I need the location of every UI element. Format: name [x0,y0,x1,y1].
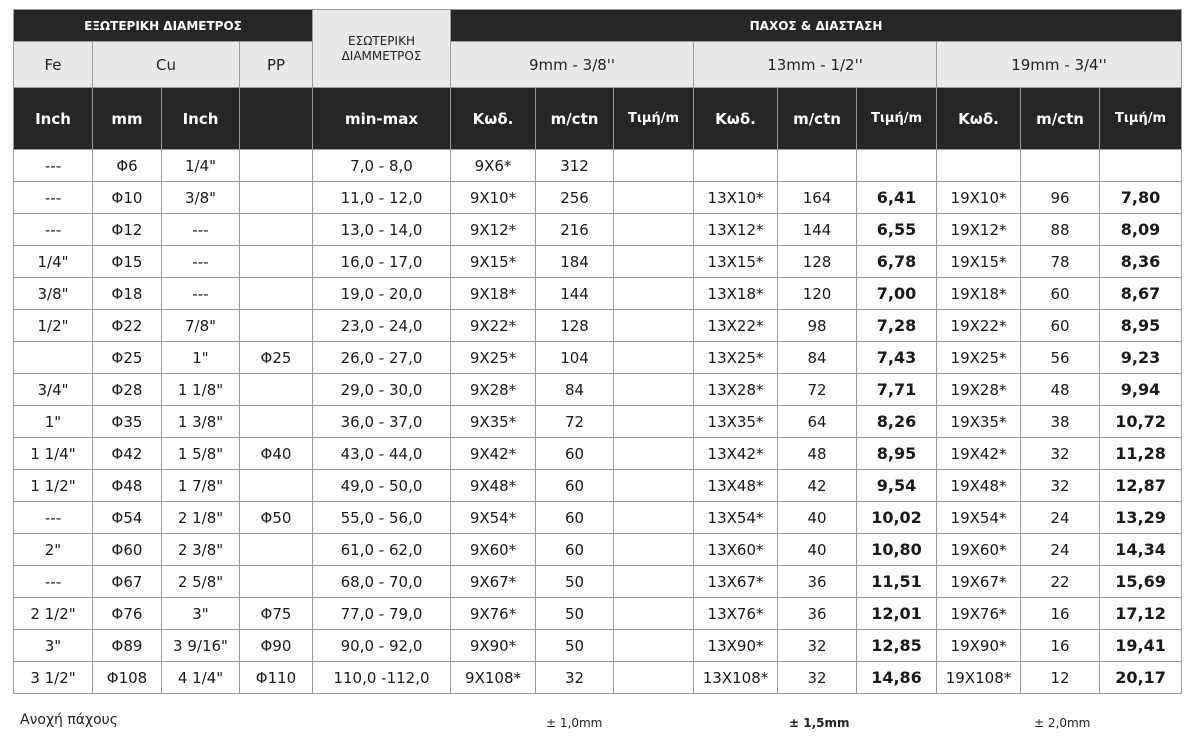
cell-13-per-carton: 128 [778,246,857,278]
col-pp [240,88,313,150]
cell-9-per-carton: 60 [536,470,614,502]
cell-9-price [614,278,694,310]
cell-19-per-carton: 60 [1021,278,1100,310]
cell-9-per-carton: 50 [536,630,614,662]
cell-9-price [614,150,694,182]
cell-9-per-carton: 104 [536,342,614,374]
cell-19-price: 8,95 [1100,310,1182,342]
col-min-max: min-max [313,88,451,150]
cell-9-per-carton: 60 [536,534,614,566]
cell-min-max: 90,0 - 92,0 [313,630,451,662]
cell-9-price [614,246,694,278]
cell-9-price [614,662,694,694]
cell-19-code: 19X60* [937,534,1021,566]
cell-pp [240,566,313,598]
cell-9-price [614,406,694,438]
cell-13-code: 13X22* [694,310,778,342]
cell-9-per-carton: 312 [536,150,614,182]
cell-13-price: 6,55 [857,214,937,246]
table-row [14,342,1182,374]
col-19-per-carton: m/ctn [1021,88,1100,150]
cell-19-code: 19X90* [937,630,1021,662]
table-row [14,438,1182,470]
cell-19-code: 19X54* [937,502,1021,534]
col-fe-inch: Inch [14,88,93,150]
cell-min-max: 19,0 - 20,0 [313,278,451,310]
cell-fe-inch: --- [14,566,93,598]
table-row [14,566,1182,598]
cell-cu-mm: Φ54 [93,502,162,534]
cell-13-price: 11,51 [857,566,937,598]
table-row [14,150,1182,182]
cell-19-code: 19X28* [937,374,1021,406]
col-19-price: Τιμή/m [1100,88,1182,150]
cell-19-per-carton: 38 [1021,406,1100,438]
cell-13-price: 10,02 [857,502,937,534]
cell-cu-inch: 1 3/8" [162,406,240,438]
cell-9-code: 9X10* [451,182,536,214]
cell-13-code: 13X25* [694,342,778,374]
cell-19-per-carton: 78 [1021,246,1100,278]
cell-fe-inch: 3 1/2" [14,662,93,694]
cell-19-code: 19X76* [937,598,1021,630]
cell-cu-mm: Φ6 [93,150,162,182]
outer-diameter-header: ΕΞΩΤΕΡΙΚΗ ΔΙΑΜΕΤΡΟΣ [14,10,313,42]
cell-13-code: 13X48* [694,470,778,502]
cell-9-code: 9X12* [451,214,536,246]
cell-pp [240,246,313,278]
cell-cu-inch: 3 9/16" [162,630,240,662]
cell-9-code: 9X18* [451,278,536,310]
cell-min-max: 36,0 - 37,0 [313,406,451,438]
cell-19-code: 19X108* [937,662,1021,694]
cell-13-per-carton: 42 [778,470,857,502]
cell-cu-inch: 2 1/8" [162,502,240,534]
thickness-9mm-header: 9mm - 3/8'' [451,42,694,88]
table-row [14,182,1182,214]
cell-cu-inch: 1 7/8" [162,470,240,502]
material-cu-header: Cu [93,42,240,88]
thickness-19mm-header: 19mm - 3/4'' [937,42,1182,88]
cell-min-max: 11,0 - 12,0 [313,182,451,214]
cell-min-max: 16,0 - 17,0 [313,246,451,278]
cell-9-per-carton: 72 [536,406,614,438]
thickness-13mm-header: 13mm - 1/2'' [694,42,937,88]
cell-13-price: 8,26 [857,406,937,438]
cell-pp [240,470,313,502]
cell-pp: Φ90 [240,630,313,662]
col-cu-mm: mm [93,88,162,150]
cell-19-price: 9,23 [1100,342,1182,374]
cell-9-code: 9X6* [451,150,536,182]
cell-19-per-carton: 56 [1021,342,1100,374]
table-row [14,374,1182,406]
cell-13-price: 12,01 [857,598,937,630]
cell-13-per-carton: 40 [778,534,857,566]
cell-9-per-carton: 50 [536,566,614,598]
cell-13-per-carton: 84 [778,342,857,374]
cell-cu-inch: 7/8" [162,310,240,342]
cell-9-per-carton: 256 [536,182,614,214]
cell-19-code: 19X35* [937,406,1021,438]
cell-13-price: 8,95 [857,438,937,470]
table-row [14,598,1182,630]
cell-13-price: 6,78 [857,246,937,278]
cell-19-per-carton: 12 [1021,662,1100,694]
cell-min-max: 29,0 - 30,0 [313,374,451,406]
cell-cu-mm: Φ18 [93,278,162,310]
cell-fe-inch: 3/8" [14,278,93,310]
inner-diameter-line2: ΔΙΑΜΜΕΤΡΟΣ [341,48,422,63]
cell-min-max: 55,0 - 56,0 [313,502,451,534]
cell-19-per-carton: 32 [1021,438,1100,470]
cell-9-price [614,630,694,662]
cell-cu-mm: Φ67 [93,566,162,598]
cell-13-price: 7,00 [857,278,937,310]
cell-9-code: 9X25* [451,342,536,374]
cell-13-code: 13X67* [694,566,778,598]
cell-13-per-carton: 164 [778,182,857,214]
cell-cu-mm: Φ35 [93,406,162,438]
cell-9-price [614,214,694,246]
cell-9-code: 9X28* [451,374,536,406]
cell-cu-mm: Φ12 [93,214,162,246]
cell-min-max: 26,0 - 27,0 [313,342,451,374]
cell-min-max: 77,0 - 79,0 [313,598,451,630]
cell-9-price [614,182,694,214]
cell-19-code: 19X12* [937,214,1021,246]
cell-13-code: 13X76* [694,598,778,630]
pipe-insulation-price-table [13,9,1182,694]
cell-fe-inch: --- [14,214,93,246]
cell-13-code: 13X35* [694,406,778,438]
cell-fe-inch: 1 1/2" [14,470,93,502]
cell-19-code: 19X42* [937,438,1021,470]
cell-9-price [614,310,694,342]
cell-13-code: 13X42* [694,438,778,470]
cell-cu-mm: Φ89 [93,630,162,662]
cell-cu-mm: Φ108 [93,662,162,694]
cell-9-code: 9X108* [451,662,536,694]
cell-9-price [614,374,694,406]
table-row [14,278,1182,310]
cell-min-max: 7,0 - 8,0 [313,150,451,182]
cell-pp: Φ75 [240,598,313,630]
cell-13-code: 13X28* [694,374,778,406]
thickness-dimension-header: ΠΑΧΟΣ & ΔΙΑΣΤΑΣΗ [451,10,1182,42]
cell-9-code: 9X54* [451,502,536,534]
cell-9-per-carton: 32 [536,662,614,694]
cell-9-per-carton: 184 [536,246,614,278]
cell-13-per-carton: 64 [778,406,857,438]
cell-fe-inch: 1 1/4" [14,438,93,470]
cell-cu-inch: 2 3/8" [162,534,240,566]
cell-cu-inch: --- [162,246,240,278]
cell-cu-inch: 3/8" [162,182,240,214]
cell-cu-inch: 1 1/8" [162,374,240,406]
cell-9-price [614,342,694,374]
cell-19-price: 8,09 [1100,214,1182,246]
cell-fe-inch: --- [14,150,93,182]
cell-fe-inch: 3/4" [14,374,93,406]
cell-min-max: 23,0 - 24,0 [313,310,451,342]
cell-19-price: 11,28 [1100,438,1182,470]
cell-fe-inch: 1/4" [14,246,93,278]
cell-13-code: 13X10* [694,182,778,214]
cell-13-code: 13X15* [694,246,778,278]
cell-13-per-carton: 36 [778,566,857,598]
cell-pp [240,150,313,182]
cell-cu-inch: --- [162,214,240,246]
cell-19-per-carton: 16 [1021,630,1100,662]
cell-pp: Φ50 [240,502,313,534]
cell-13-price: 7,28 [857,310,937,342]
cell-19-code: 19X18* [937,278,1021,310]
tolerance-19mm: ± 2,0mm [1034,716,1091,730]
cell-pp: Φ40 [240,438,313,470]
cell-cu-inch: --- [162,278,240,310]
table-row [14,406,1182,438]
cell-19-per-carton: 96 [1021,182,1100,214]
cell-9-code: 9X22* [451,310,536,342]
cell-fe-inch [14,342,93,374]
cell-19-per-carton: 24 [1021,534,1100,566]
cell-cu-mm: Φ28 [93,374,162,406]
cell-cu-mm: Φ42 [93,438,162,470]
cell-13-per-carton: 48 [778,438,857,470]
cell-9-code: 9X15* [451,246,536,278]
cell-19-price: 17,12 [1100,598,1182,630]
material-fe-header: Fe [14,42,93,88]
table-row [14,214,1182,246]
table-row [14,502,1182,534]
cell-13-per-carton: 144 [778,214,857,246]
cell-fe-inch: 2" [14,534,93,566]
cell-pp [240,406,313,438]
cell-9-per-carton: 128 [536,310,614,342]
cell-cu-inch: 1/4" [162,150,240,182]
cell-13-code: 13X60* [694,534,778,566]
cell-cu-mm: Φ60 [93,534,162,566]
cell-13-price: 9,54 [857,470,937,502]
cell-9-price [614,470,694,502]
cell-pp: Φ110 [240,662,313,694]
cell-13-price: 7,71 [857,374,937,406]
cell-9-code: 9X35* [451,406,536,438]
table-row [14,662,1182,694]
cell-9-code: 9X42* [451,438,536,470]
tolerance-13mm: ± 1,5mm [789,716,850,730]
cell-9-per-carton: 216 [536,214,614,246]
cell-13-price [857,150,937,182]
cell-19-price: 12,87 [1100,470,1182,502]
cell-19-price: 8,67 [1100,278,1182,310]
cell-9-per-carton: 144 [536,278,614,310]
cell-13-code: 13X54* [694,502,778,534]
cell-9-per-carton: 84 [536,374,614,406]
tolerance-9mm: ± 1,0mm [546,716,603,730]
cell-min-max: 43,0 - 44,0 [313,438,451,470]
cell-13-code: 13X90* [694,630,778,662]
cell-13-price: 7,43 [857,342,937,374]
cell-fe-inch: --- [14,502,93,534]
cell-9-per-carton: 60 [536,438,614,470]
tolerance-label: Ανοχή πάχους [20,712,118,728]
cell-9-price [614,438,694,470]
cell-19-code: 19X67* [937,566,1021,598]
cell-13-code [694,150,778,182]
cell-min-max: 110,0 -112,0 [313,662,451,694]
cell-9-code: 9X90* [451,630,536,662]
cell-19-price: 14,34 [1100,534,1182,566]
cell-19-per-carton: 16 [1021,598,1100,630]
col-19-code: Κωδ. [937,88,1021,150]
cell-19-code: 19X25* [937,342,1021,374]
cell-pp [240,310,313,342]
cell-19-per-carton [1021,150,1100,182]
cell-cu-mm: Φ15 [93,246,162,278]
cell-pp [240,374,313,406]
cell-19-price: 19,41 [1100,630,1182,662]
cell-cu-mm: Φ25 [93,342,162,374]
cell-9-code: 9X67* [451,566,536,598]
cell-19-price: 7,80 [1100,182,1182,214]
cell-cu-inch: 1" [162,342,240,374]
cell-13-price: 14,86 [857,662,937,694]
cell-cu-mm: Φ10 [93,182,162,214]
inner-diameter-header [313,10,451,88]
cell-min-max: 49,0 - 50,0 [313,470,451,502]
cell-pp [240,214,313,246]
cell-9-code: 9X76* [451,598,536,630]
cell-13-per-carton [778,150,857,182]
col-9-per-carton: m/ctn [536,88,614,150]
cell-19-per-carton: 22 [1021,566,1100,598]
cell-19-per-carton: 24 [1021,502,1100,534]
cell-fe-inch: 1" [14,406,93,438]
cell-19-per-carton: 32 [1021,470,1100,502]
cell-19-code: 19X10* [937,182,1021,214]
cell-13-code: 13X18* [694,278,778,310]
cell-cu-inch: 1 5/8" [162,438,240,470]
cell-19-price: 9,94 [1100,374,1182,406]
cell-9-price [614,502,694,534]
cell-13-per-carton: 40 [778,502,857,534]
col-13-price: Τιμή/m [857,88,937,150]
cell-19-code: 19X22* [937,310,1021,342]
cell-13-per-carton: 72 [778,374,857,406]
col-13-per-carton: m/ctn [778,88,857,150]
cell-9-per-carton: 60 [536,502,614,534]
col-9-code: Κωδ. [451,88,536,150]
cell-9-per-carton: 50 [536,598,614,630]
cell-fe-inch: 2 1/2" [14,598,93,630]
cell-13-per-carton: 98 [778,310,857,342]
cell-19-price: 13,29 [1100,502,1182,534]
cell-13-code: 13X108* [694,662,778,694]
cell-13-per-carton: 120 [778,278,857,310]
cell-cu-mm: Φ22 [93,310,162,342]
cell-19-price: 20,17 [1100,662,1182,694]
cell-9-price [614,534,694,566]
table-row [14,246,1182,278]
cell-19-per-carton: 88 [1021,214,1100,246]
cell-9-price [614,566,694,598]
table-row [14,534,1182,566]
cell-19-price [1100,150,1182,182]
cell-min-max: 13,0 - 14,0 [313,214,451,246]
cell-fe-inch: --- [14,182,93,214]
cell-13-per-carton: 36 [778,598,857,630]
cell-13-price: 12,85 [857,630,937,662]
table-row [14,310,1182,342]
cell-min-max: 68,0 - 70,0 [313,566,451,598]
cell-fe-inch: 1/2" [14,310,93,342]
cell-13-per-carton: 32 [778,662,857,694]
inner-diameter-line1: ΕΣΩΤΕΡΙΚΗ [348,33,415,48]
cell-19-price: 10,72 [1100,406,1182,438]
col-9-price: Τιμή/m [614,88,694,150]
table-row [14,470,1182,502]
cell-9-code: 9X48* [451,470,536,502]
cell-min-max: 61,0 - 62,0 [313,534,451,566]
table-row [14,630,1182,662]
cell-pp: Φ25 [240,342,313,374]
cell-pp [240,278,313,310]
cell-fe-inch: 3" [14,630,93,662]
col-cu-inch: Inch [162,88,240,150]
cell-13-code: 13X12* [694,214,778,246]
cell-pp [240,534,313,566]
cell-13-price: 6,41 [857,182,937,214]
cell-13-per-carton: 32 [778,630,857,662]
material-pp-header: PP [240,42,313,88]
cell-19-price: 8,36 [1100,246,1182,278]
cell-cu-inch: 3" [162,598,240,630]
cell-cu-inch: 4 1/4" [162,662,240,694]
cell-19-code: 19X15* [937,246,1021,278]
cell-19-code [937,150,1021,182]
cell-13-price: 10,80 [857,534,937,566]
table-body [14,150,1182,694]
cell-cu-mm: Φ48 [93,470,162,502]
cell-19-per-carton: 60 [1021,310,1100,342]
cell-19-per-carton: 48 [1021,374,1100,406]
cell-19-code: 19X48* [937,470,1021,502]
cell-19-price: 15,69 [1100,566,1182,598]
cell-9-code: 9X60* [451,534,536,566]
cell-cu-inch: 2 5/8" [162,566,240,598]
cell-9-price [614,598,694,630]
col-13-code: Κωδ. [694,88,778,150]
cell-pp [240,182,313,214]
cell-cu-mm: Φ76 [93,598,162,630]
